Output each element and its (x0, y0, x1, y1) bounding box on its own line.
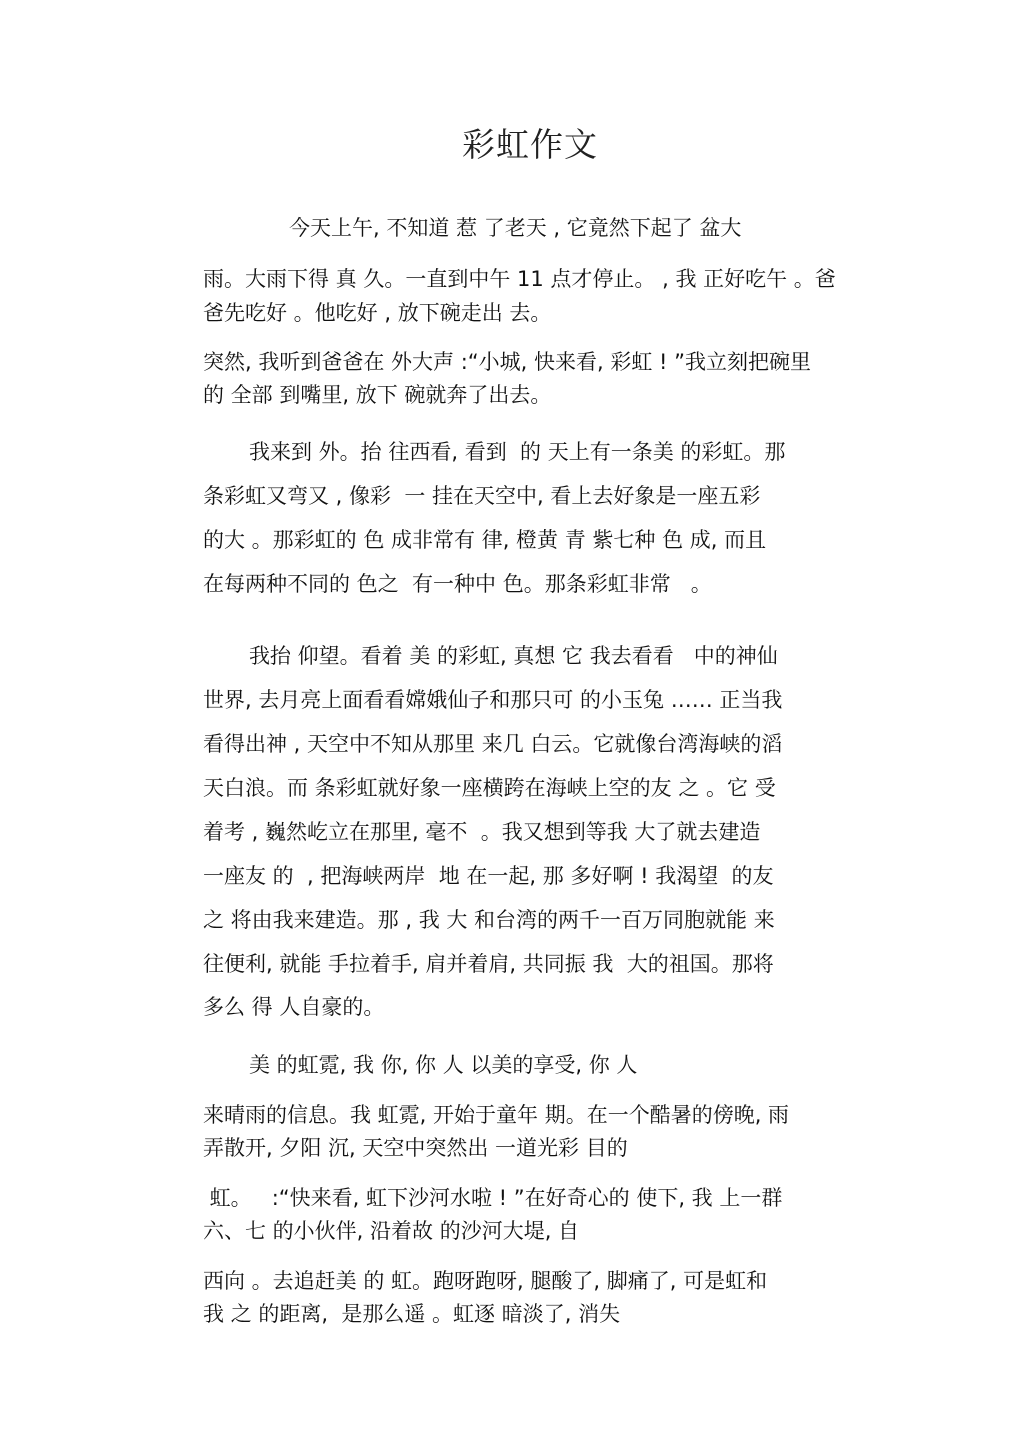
text-line: 在每两种不同的 色之 有一种中 色。那条彩虹非常 。 (203, 572, 712, 596)
text-line: 我抬 仰望。看着 美 的彩虹, 真想 它 我去看看 中的神仙 (249, 644, 778, 668)
text-line: 西向 。去追赶美 的 虹。跑呀跑呀, 腿酸了, 脚痛了, 可是虹和 (203, 1269, 768, 1293)
text-line: 条彩虹又弯又 , 像彩 一 挂在天空中, 看上去好象是一座五彩 (203, 484, 761, 508)
text-line: 之 将由我来建造。那 , 我 大 和台湾的两千一百万同胞就能 来 (203, 908, 775, 932)
text-line: 一座友 的 , 把海峡两岸 地 在一起, 那 多好啊 ! 我渴望 的友 (203, 864, 774, 888)
text-line: 突然, 我听到爸爸在 外大声 :“小城, 快来看, 彩虹 ! ”我立刻把碗里 (203, 350, 812, 374)
text-line: 我 之 的距离, 是那么遥 。虹逐 暗淡了, 消失 (203, 1302, 621, 1326)
text-line: 来晴雨的信息。我 虹霓, 开始于童年 期。在一个酷暑的傍晚, 雨 (203, 1103, 790, 1127)
text-line: 看得出神 , 天空中不知从那里 来几 白云。它就像台湾海峡的滔 (203, 732, 783, 756)
text-line: 六、七 的小伙伴, 沿着故 的沙河大堤, 自 (203, 1219, 580, 1243)
text-line: 往便利, 就能 手拉着手, 肩并着肩, 共同振 我 大的祖国。那将 (203, 952, 774, 976)
document-title: 彩虹作文 (462, 125, 598, 164)
text-line: 弄散开, 夕阳 沉, 天空中突然出 一道光彩 目的 (203, 1136, 628, 1160)
text-line: 美 的虹霓, 我 你, 你 人 以美的享受, 你 人 (249, 1053, 638, 1077)
text-line: 着考 , 巍然屹立在那里, 毫不 。我又想到等我 大了就去建造 (203, 820, 761, 844)
text-line: 今天上午, 不知道 惹 了老天 , 它竟然下起了 盆大 (289, 216, 742, 240)
text-line: 爸先吃好 。他吃好 , 放下碗走出 去。 (203, 301, 552, 325)
text-line: 虹。 :“快来看, 虹下沙河水啦 ! ”在好奇心的 使下, 我 上一群 (203, 1186, 783, 1210)
text-line: 的 全部 到嘴里, 放下 碗就奔了出去。 (203, 383, 552, 407)
text-line: 多么 得 人自豪的。 (203, 995, 385, 1019)
text-line: 的大 。那彩虹的 色 成非常有 律, 橙黄 青 紫七种 色 成, 而且 (203, 528, 767, 552)
text-line: 我来到 外。抬 往西看, 看到 的 天上有一条美 的彩虹。那 (249, 440, 786, 464)
text-line: 世界, 去月亮上面看看嫦娥仙子和那只可 的小玉兔 …… 正当我 (203, 688, 783, 712)
text-line: 雨。大雨下得 真 久。一直到中午 11 点才停止。 , 我 正好吃午 。爸 (203, 267, 836, 291)
text-line: 天白浪。而 条彩虹就好象一座横跨在海峡上空的友 之 。它 受 (203, 776, 776, 800)
